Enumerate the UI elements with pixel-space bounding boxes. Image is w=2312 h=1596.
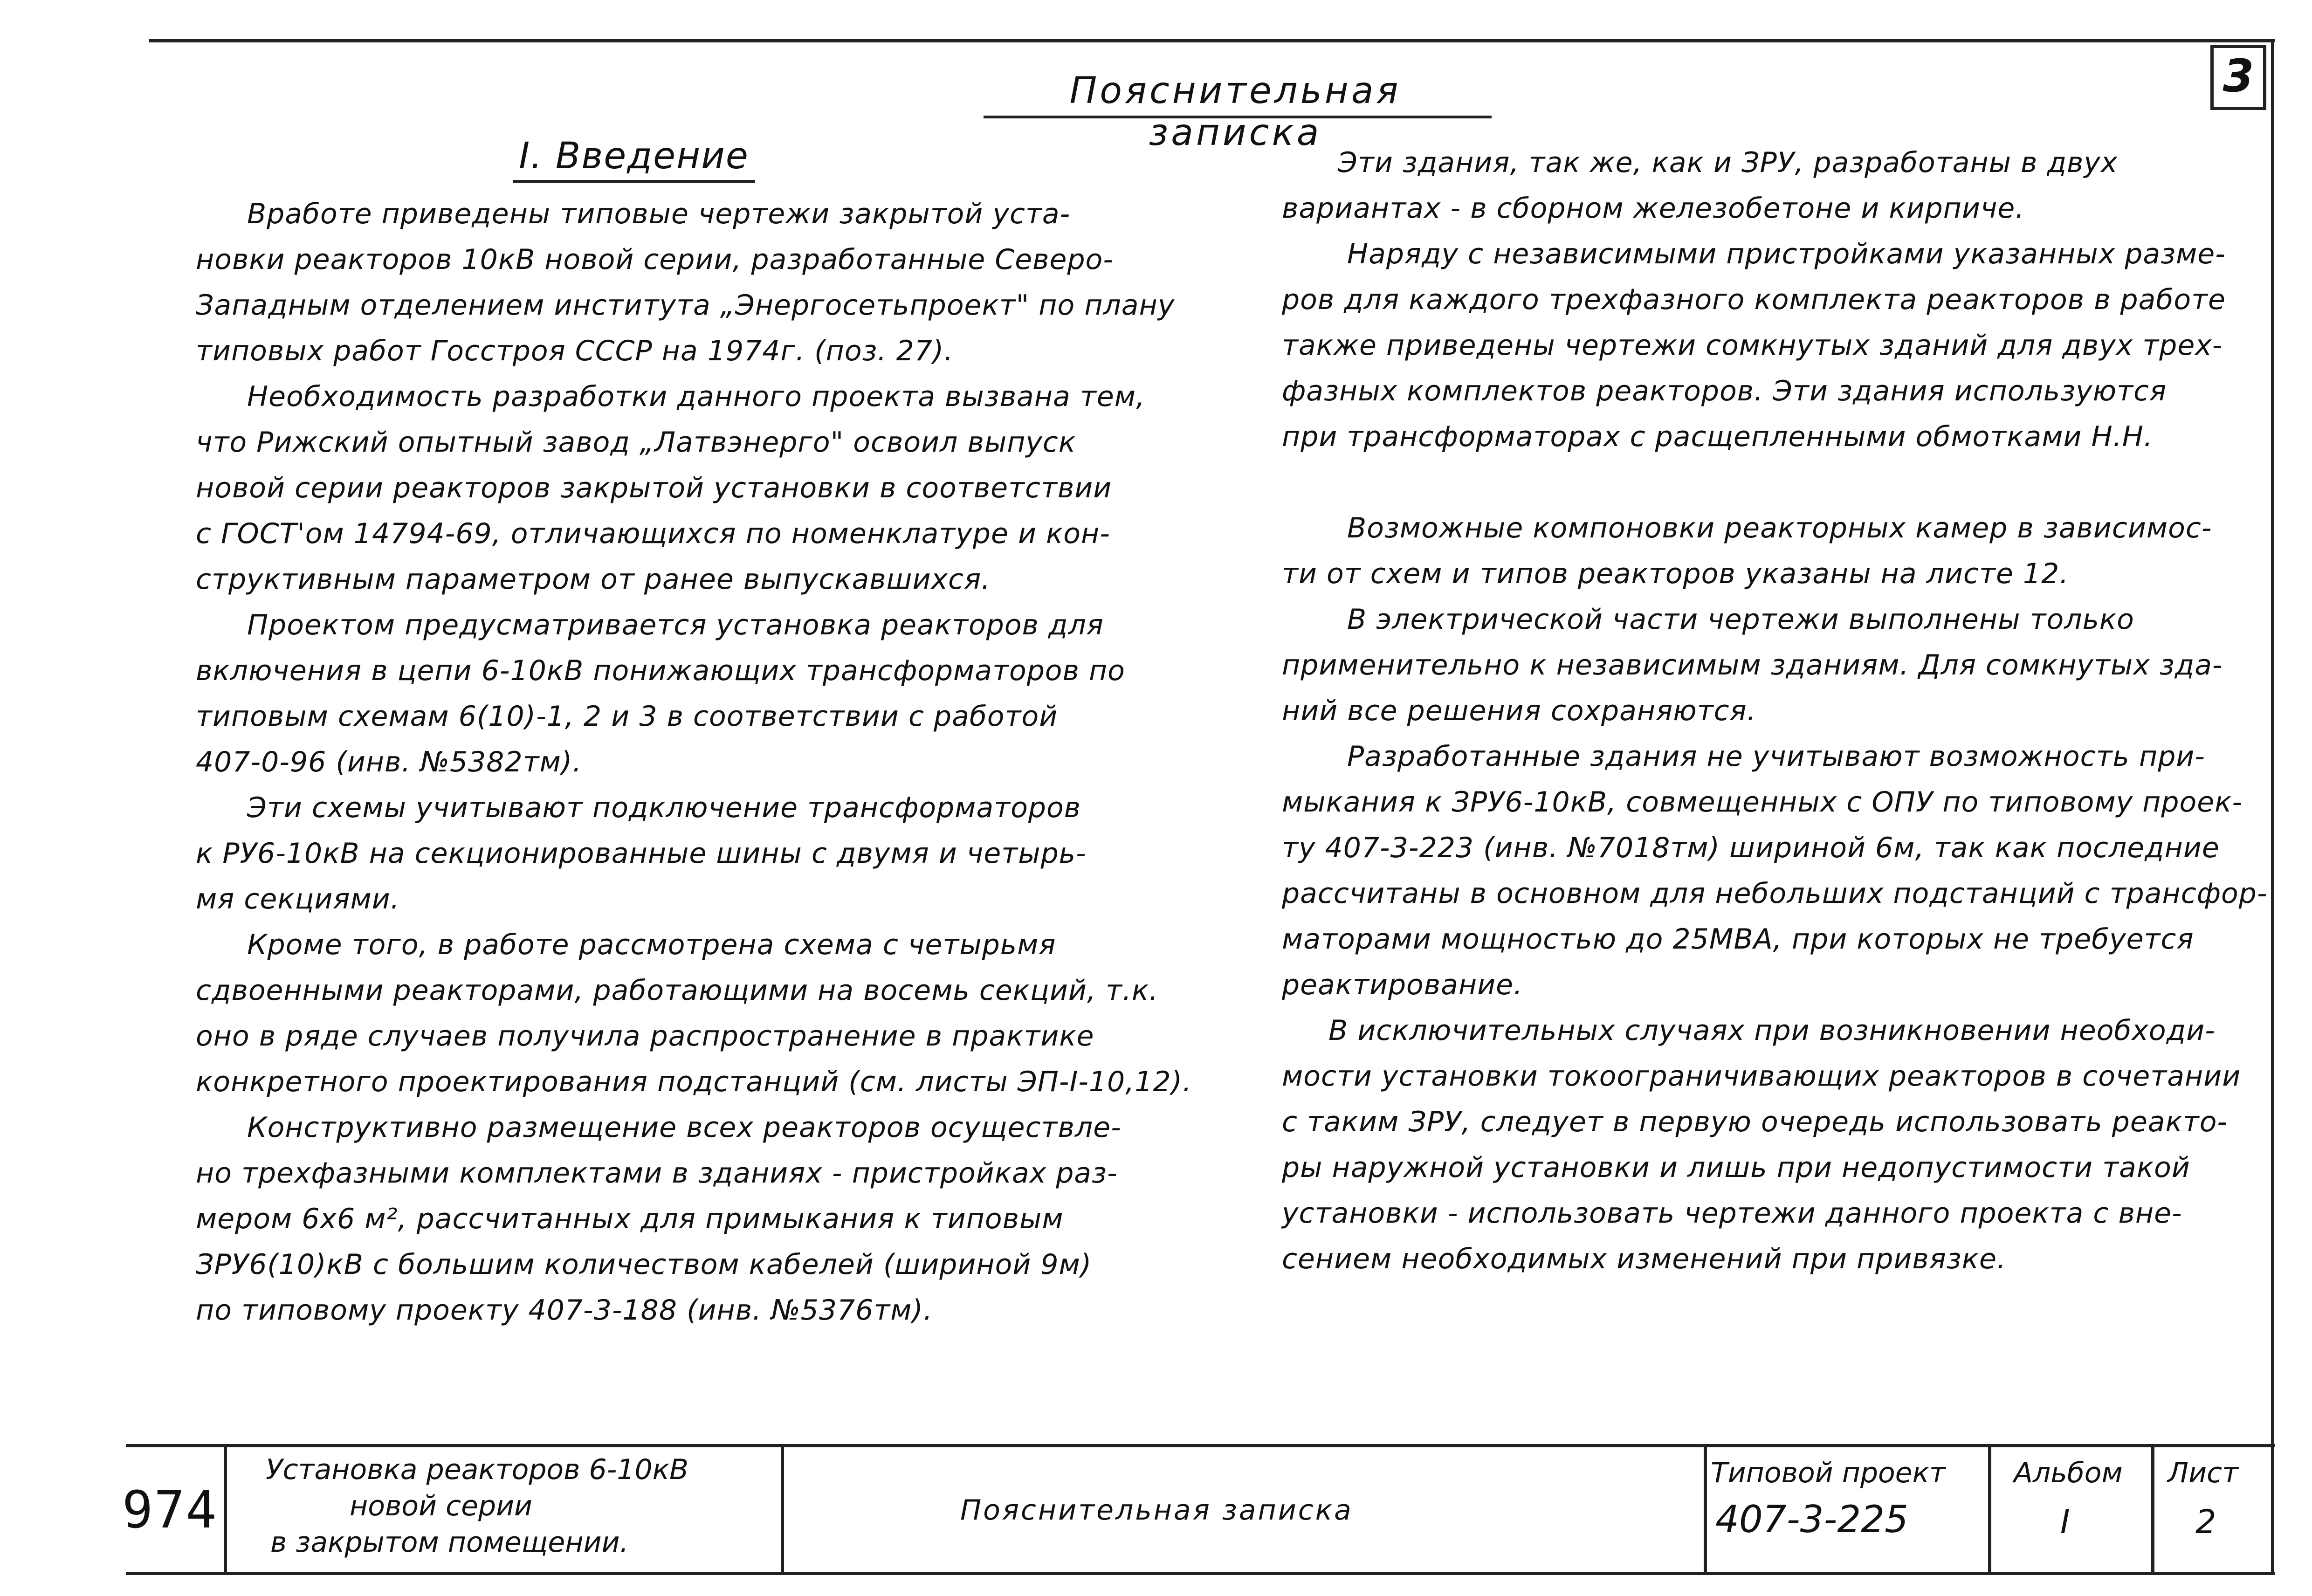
text-line: рассчитаны в основном для небольших подстанций с трансфор-	[1282, 877, 2268, 910]
text-line: включения в цепи 6-10кВ понижающих трансформаторов по	[196, 654, 1125, 687]
text-line: Разработанные здания не учитывают возможность при-	[1347, 740, 2205, 773]
text-line: Западным отделением института „Энергосетьпроект" по плану	[196, 289, 1175, 322]
text-line: ту 407-3-223 (инв. №7018тм) шириной 6м, так как последние	[1282, 832, 2220, 864]
title-block-divider	[2151, 1444, 2154, 1575]
text-line: новой серии реакторов закрытой установки в соответствии	[196, 472, 1112, 504]
text-line: к РУ6-10кВ на секционированные шины с двумя и четырь-	[196, 837, 1087, 870]
album-value: I	[2060, 1503, 2070, 1541]
text-line: установки - использовать чертежи данного проекта с вне-	[1282, 1197, 2182, 1230]
text-line: типовых работ Госстроя СССР на 1974г. (поз. 27).	[196, 335, 954, 367]
text-line: с таким ЗРУ, следует в первую очередь использовать реакто-	[1282, 1106, 2228, 1138]
text-line: 407-0-96 (инв. №5382тм).	[196, 746, 582, 778]
text-line: Вработе приведены типовые чертежи закрытой уста-	[247, 198, 1071, 230]
text-line: применительно к независимым зданиям. Для сомкнутых зда-	[1282, 649, 2223, 681]
object-name-line3: в закрытом помещении.	[270, 1526, 629, 1559]
text-line: также приведены чертежи сомкнутых зданий для двух трех-	[1282, 329, 2223, 362]
text-line: при трансформаторах с расщепленными обмотками Н.Н.	[1282, 420, 2153, 453]
text-line: В электрической части чертежи выполнены только	[1347, 603, 2134, 636]
album-label: Альбом	[2014, 1457, 2123, 1489]
text-line: Необходимость разработки данного проекта вызвана тем,	[247, 380, 1146, 413]
frame-top-border	[149, 39, 2275, 42]
object-name-line1: Установка реакторов 6-10кВ	[266, 1453, 689, 1486]
title-block-divider	[1704, 1444, 1707, 1575]
text-line: Эти здания, так же, как и ЗРУ, разработаны в двух	[1338, 146, 2118, 179]
text-line: сением необходимых изменений при привязке.	[1282, 1243, 2006, 1275]
archive-number: 974	[122, 1480, 218, 1540]
text-line: типовым схемам 6(10)-1, 2 и 3 в соответствии с работой	[196, 700, 1058, 733]
text-line: Проектом предусматривается установка реакторов для	[247, 609, 1104, 641]
text-line: оно в ряде случаев получила распространение в практике	[196, 1020, 1094, 1053]
project-number: 407-3-225	[1715, 1498, 1909, 1541]
text-line: фазных комплектов реакторов. Эти здания используются	[1282, 375, 2167, 407]
text-line: но трехфазными комплектами в зданиях - пристройках раз-	[196, 1157, 1118, 1190]
text-line: что Рижский опытный завод „Латвэнерго" освоил выпуск	[196, 426, 1076, 459]
text-line: мости установки токоограничивающих реакторов в сочетании	[1282, 1060, 2241, 1093]
text-line: ры наружной установки и лишь при недопустимости такой	[1282, 1151, 2190, 1184]
text-line: Наряду с независимыми пристройками указанных разме-	[1347, 238, 2226, 270]
text-line: Возможные компоновки реакторных камер в зависимос-	[1347, 512, 2212, 544]
text-line: ти от схем и типов реакторов указаны на листе 12.	[1282, 557, 2069, 590]
title-block-divider	[781, 1444, 784, 1575]
title-block-divider	[224, 1444, 227, 1575]
text-line: ров для каждого трехфазного комплекта реакторов в работе	[1282, 283, 2226, 316]
document-name: Пояснительная записка	[960, 1494, 1353, 1527]
right-column-text	[1282, 140, 2268, 1282]
text-line: реактирование.	[1282, 969, 1523, 1001]
document-title: Пояснительная записка	[1069, 70, 1401, 154]
text-line: В исключительных случаях при возникновении необходи-	[1328, 1014, 2216, 1047]
text-line: структивным параметром от ранее выпускавшихся.	[196, 563, 991, 596]
document-title-underline	[984, 116, 1492, 118]
text-line: ЗРУ6(10)кВ с большим количеством кабелей (шириной 9м)	[196, 1248, 1092, 1281]
text-line: по типовому проекту 407-3-188 (инв. №5376тм).	[196, 1294, 933, 1327]
text-line: конкретного проектирования подстанций (см. листы ЭП-I-10,12).	[196, 1066, 1192, 1098]
text-line: мыкания к ЗРУ6-10кВ, совмещенных с ОПУ по типовому проек-	[1282, 786, 2243, 819]
sheet-label: Лист	[2168, 1457, 2239, 1489]
text-line: новки реакторов 10кВ новой серии, разработанные Северо-	[196, 243, 1114, 276]
text-line: маторами мощностью до 25МВА, при которых не требуется	[1282, 923, 2194, 956]
left-column-text	[196, 191, 1192, 1333]
text-line	[1282, 460, 2237, 505]
title-block-divider	[1988, 1444, 1991, 1575]
title-block-top-line	[126, 1444, 2275, 1447]
text-line: мя секциями.	[196, 883, 400, 915]
text-line: Эти схемы учитывают подключение трансформаторов	[247, 791, 1081, 824]
sheet-value: 2	[2195, 1503, 2216, 1541]
object-name-line2: новой серии	[350, 1490, 533, 1522]
text-line: вариантах - в сборном железобетоне и кирпиче.	[1282, 192, 2025, 225]
text-line: Кроме того, в работе рассмотрена схема с четырьмя	[247, 929, 1056, 961]
section-title: I. Введение	[519, 135, 749, 177]
frame-right-border	[2271, 39, 2274, 1573]
text-line: сдвоенными реакторами, работающими на восемь секций, т.к.	[196, 974, 1159, 1007]
text-line: с ГОСТ'ом 14794-69, отличающихся по номенклатуре и кон-	[196, 517, 1110, 550]
text-line: ний все решения сохраняются.	[1282, 695, 1756, 727]
page-number-box: 3	[2210, 45, 2266, 110]
text-line: Конструктивно размещение всех реакторов осуществле-	[247, 1111, 1122, 1144]
title-block-bottom-line	[126, 1572, 2275, 1575]
project-label: Типовой проект	[1711, 1457, 1946, 1489]
section-title-underline	[513, 180, 755, 183]
text-line: мером 6х6 м², рассчитанных для примыкания к типовым	[196, 1203, 1064, 1235]
